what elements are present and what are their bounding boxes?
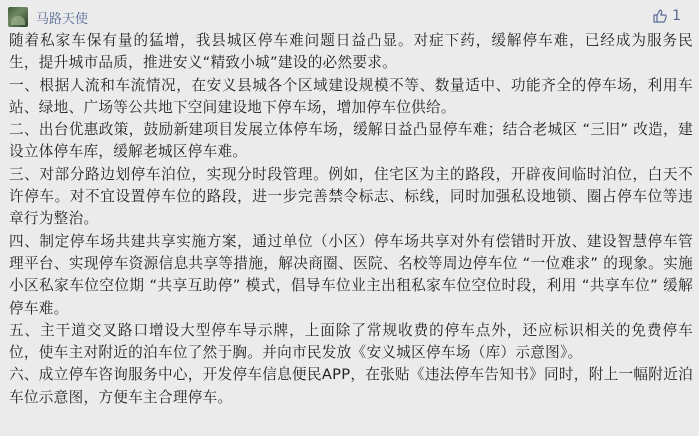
like-count: 1 [672, 8, 681, 24]
comment-body [9, 30, 693, 409]
paragraph-4: 四、制定停车场共建共享实施方案，通过单位（小区）停车场共享对外有偿错时开放、建设智慧停车管理平台、实现停车资源信息共享等措施，解决商圈、医院、名校等周边停车位 “一位难求” 的现象。实施小区私家车位空位期 “共享互助停” 模式，倡导车位业主出租私家车位空位时段，利用 “共享车位” 缓解停车难。 [9, 232, 693, 317]
avatar[interactable] [8, 7, 28, 27]
paragraph-2: 二、出台优惠政策，鼓励新建项目发展立体停车场，缓解日益凸显停车难；结合老城区 “三旧” 改造，建设立体停车库，缓解老城区停车难。 [9, 121, 693, 161]
like-button[interactable] [652, 8, 681, 24]
comment-header [8, 6, 88, 28]
paragraph-3: 三、对部分路边划停车泊位，实现分时段管理。例如，住宅区为主的路段，开辟夜间临时泊位，白天不许停车。对不宜设置停车位的路段，进一步完善禁令标志、标线，同时加强私设地锁、圈占停车位等违章行为整治。 [9, 165, 693, 228]
paragraph-1: 一、根据人流和车流情况，在安义县城各个区域建设规模不等、数量适中、功能齐全的停车场，利用车站、绿地、广场等公共地下空间建设地下停车场，增加停车位供给。 [9, 76, 693, 116]
paragraph-intro: 随着私家车保有量的猛增，我县城区停车难问题日益凸显。对症下药，缓解停车难，已经成为服务民生，提升城市品质，推进安义“精致小城”建设的必然要求。 [9, 32, 693, 72]
paragraph-5: 五、主干道交叉路口增设大型停车导示牌，上面除了常规收费的停车点外，还应标识相关的免费停车位，使车主对附近的泊车位了然于胸。并向市民发放《安义城区停车场（库）示意图》。 [9, 321, 693, 362]
paragraph-6: 六、成立停车咨询服务中心，开发停车信息便民APP，在张贴《违法停车告知书》同时，附上一幅附近泊车位示意图，方便车主合理停车。 [9, 366, 693, 406]
author-name[interactable]: 马路天使 [36, 11, 89, 27]
thumbs-up-icon [652, 8, 668, 24]
